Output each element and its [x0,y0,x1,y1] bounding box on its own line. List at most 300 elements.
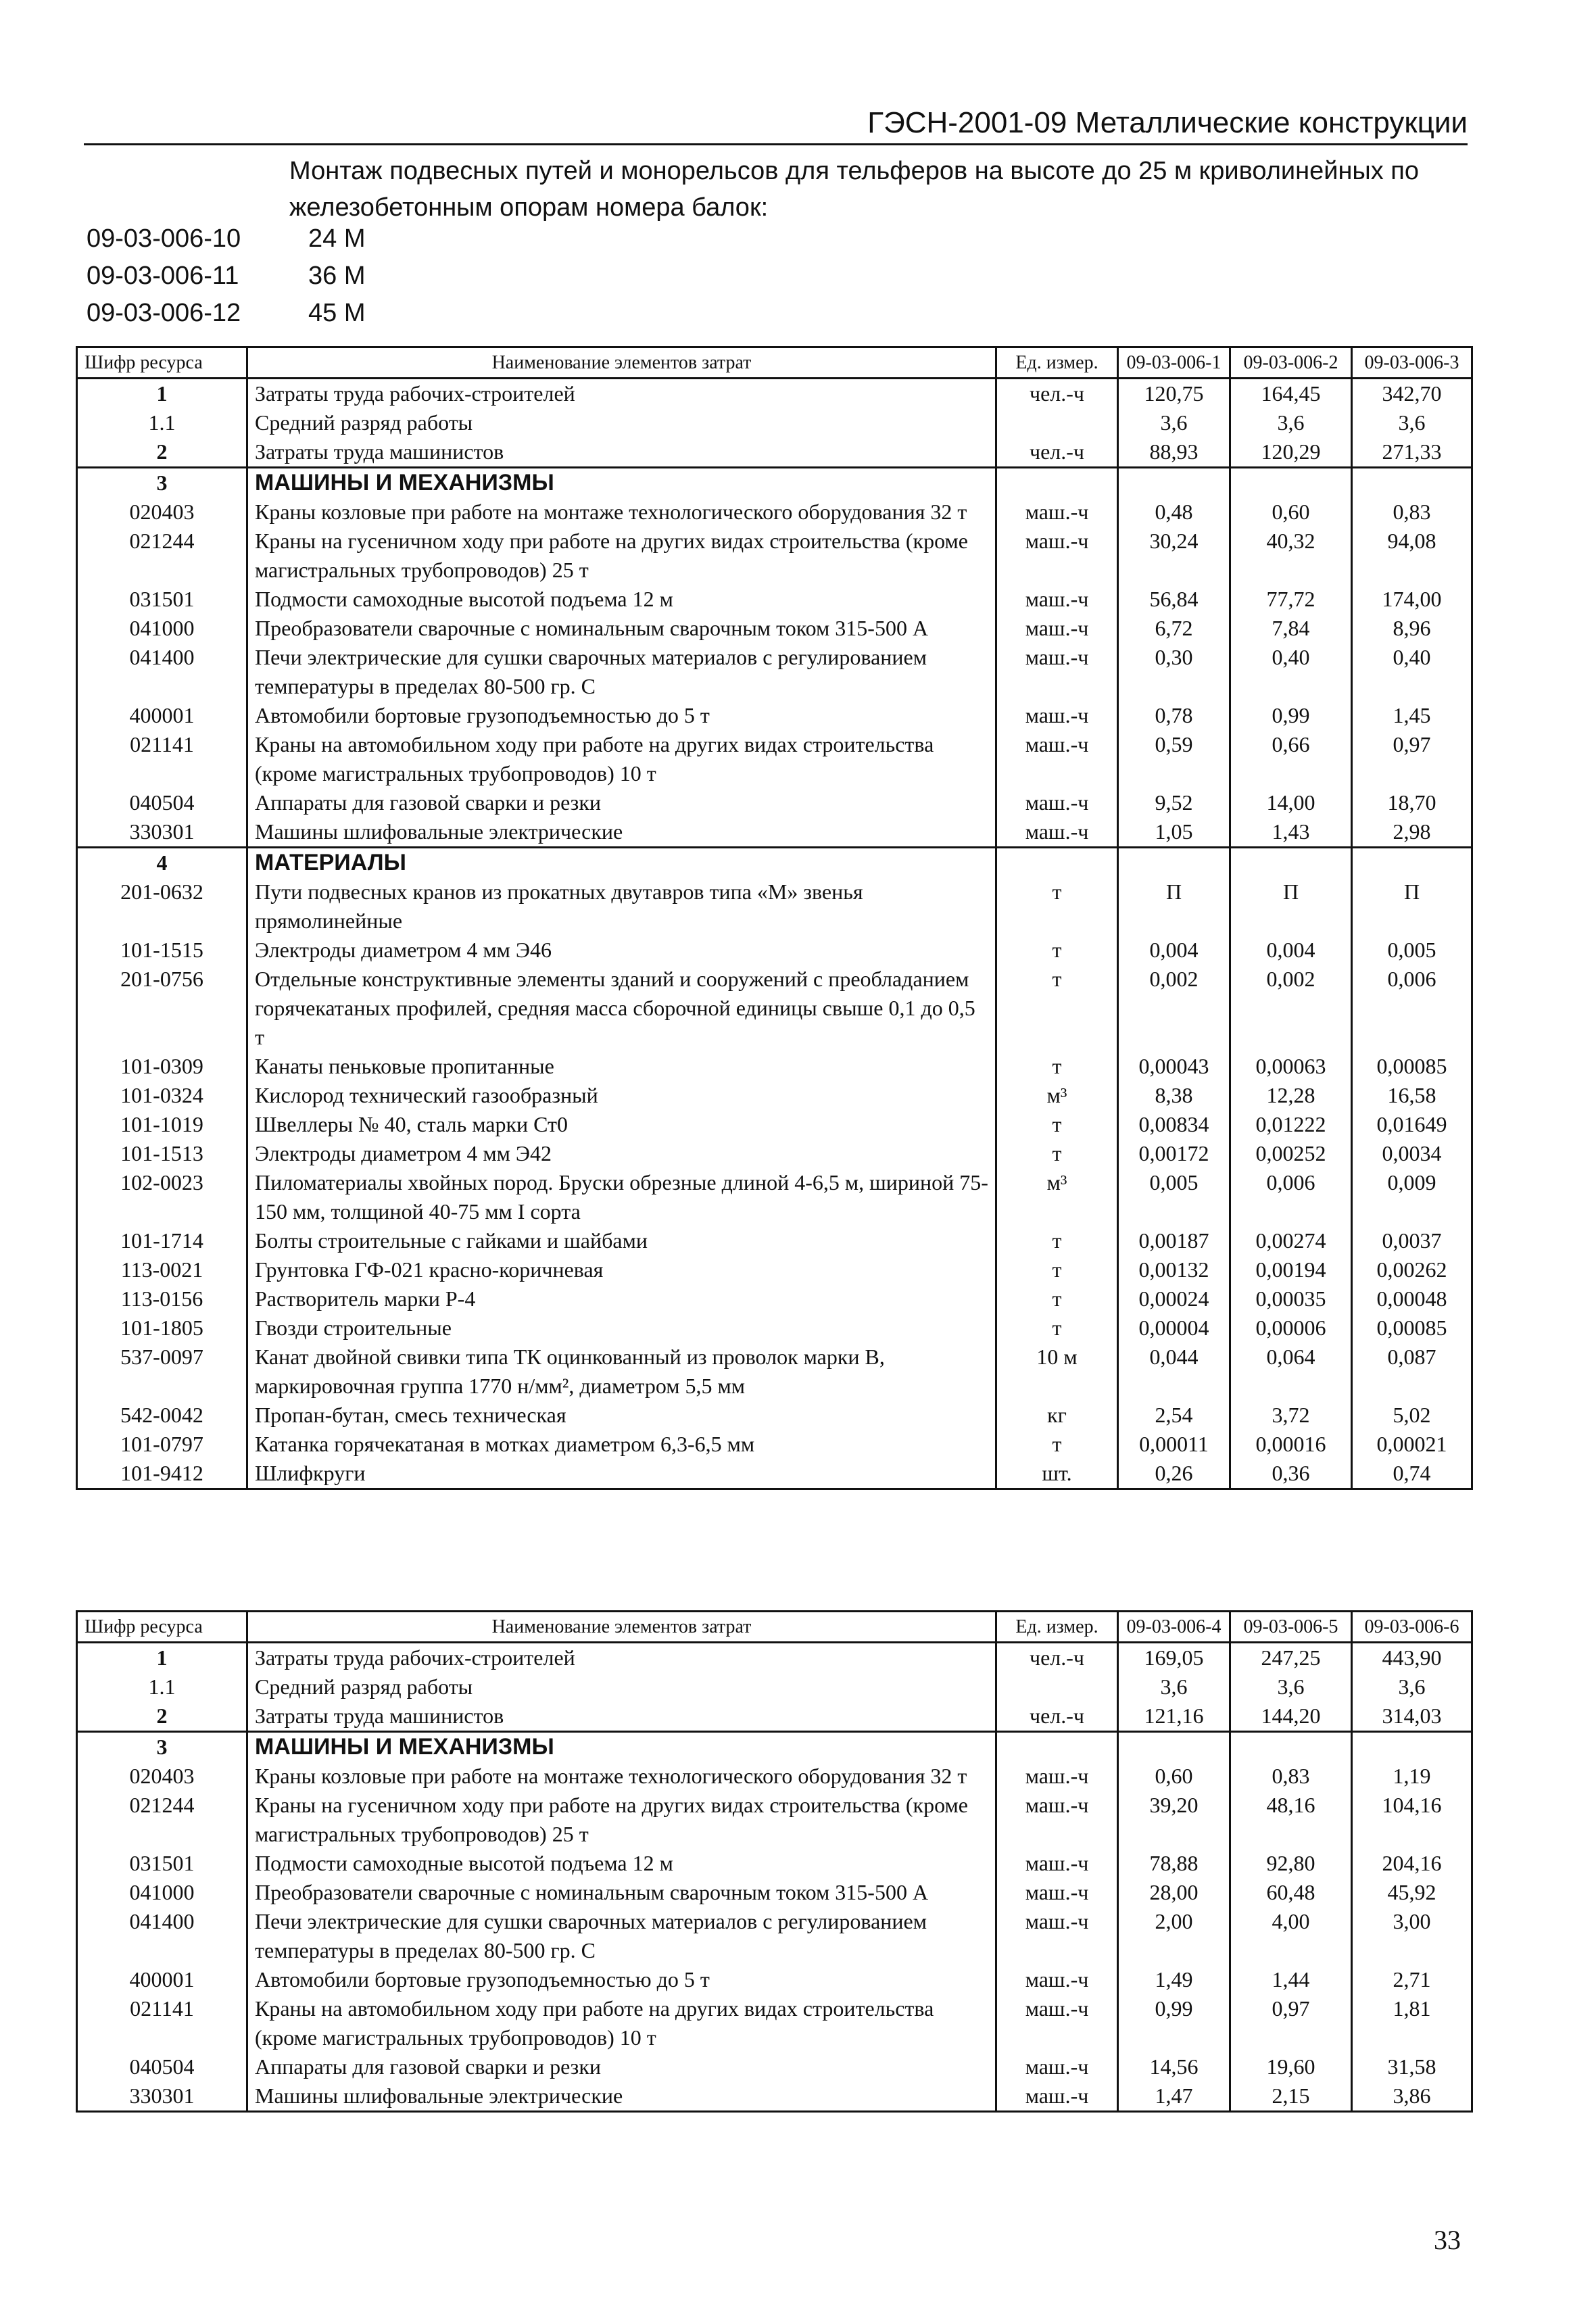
table-row [77,877,1472,936]
resource-code: 1 [77,379,247,409]
cost-element-name: Печи электрические для сушки сварочных материалов с регулированием температуры в пределах 80-500 гр. С [247,643,996,701]
norm-value-2: 48,16 [1230,1791,1352,1849]
norm-value-1: 0,48 [1118,498,1230,527]
header-norm-code-6: 09-03-006-6 [1352,1612,1472,1643]
resource-code: 101-0324 [77,1081,247,1110]
table-row [77,527,1472,585]
unit: маш.-ч [996,614,1118,643]
norm-value-1: 0,00004 [1118,1313,1230,1343]
unit: т [996,1313,1118,1343]
norm-value-3: 0,00085 [1352,1052,1472,1081]
resource-code: 101-9412 [77,1459,247,1489]
table-row [77,437,1472,468]
norm-value-1: 120,75 [1118,379,1230,409]
code-list-item [87,258,365,295]
table-row [77,1878,1472,1907]
unit: маш.-ч [996,730,1118,788]
norm-value-3: 1,81 [1352,1994,1472,2052]
norm-value-3: 0,83 [1352,498,1472,527]
norm-value-2: 92,80 [1230,1849,1352,1878]
unit: т [996,1284,1118,1313]
unit [996,1672,1118,1702]
table-row [77,1907,1472,1965]
resource-code: 400001 [77,701,247,730]
resource-code: 101-1515 [77,936,247,965]
unit: т [996,877,1118,936]
section-heading: МАШИНЫ И МЕХАНИЗМЫ [247,1732,996,1762]
norm-value-3: 2,71 [1352,1965,1472,1994]
cost-element-name: Средний разряд работы [247,408,996,437]
table-row [77,1139,1472,1168]
cost-element-name: Краны козловые при работе на монтаже технологического оборудования 32 т [247,1762,996,1791]
cost-element-name: Подмости самоходные высотой подъема 12 м [247,1849,996,1878]
table-row [77,614,1472,643]
norm-value-2: 247,25 [1230,1643,1352,1673]
resource-code: 1.1 [77,1672,247,1702]
norm-value-2: 0,00274 [1230,1226,1352,1255]
unit: т [996,936,1118,965]
resource-code: 040504 [77,788,247,817]
norm-value-2: 1,44 [1230,1965,1352,1994]
cost-element-name: Швеллеры № 40, сталь марки Ст0 [247,1110,996,1139]
table-row [77,408,1472,437]
cost-element-name: Отдельные конструктивные элементы зданий и сооружений с преобладанием горячекатаных профилей, средняя масса сборочной единицы свыше 0,1 до 0,5 т [247,965,996,1052]
norm-value-3: 3,86 [1352,2081,1472,2112]
cost-element-name: Затраты труда рабочих-строителей [247,1643,996,1673]
norm-value-2: 12,28 [1230,1081,1352,1110]
unit: маш.-ч [996,1878,1118,1907]
table-row [77,1110,1472,1139]
running-title: ГЭСН-2001-09 Металлические конструкции [867,106,1468,139]
unit: чел.-ч [996,379,1118,409]
unit [996,408,1118,437]
code-list-code: 09-03-006-10 [87,224,241,253]
table-row [77,936,1472,965]
code-list-value: 24 М [308,224,366,253]
table-row [77,848,1472,878]
norm-value-2: 0,00252 [1230,1139,1352,1168]
norm-value-2: 0,00006 [1230,1313,1352,1343]
resource-code: 021244 [77,1791,247,1849]
table-row [77,1791,1472,1849]
cost-element-name: Шлифкруги [247,1459,996,1489]
header-cost-element-name: Наименование элементов затрат [247,1612,996,1643]
cost-element-name: Печи электрические для сушки сварочных материалов с регулированием температуры в пределах 80-500 гр. С [247,1907,996,1965]
norm-value-2: 0,66 [1230,730,1352,788]
resource-code: 041400 [77,1907,247,1965]
unit: маш.-ч [996,1994,1118,2052]
cost-element-name: Краны на автомобильном ходу при работе на других видах строительства (кроме магистральных трубопроводов) 10 т [247,730,996,788]
table-row [77,1994,1472,2052]
cost-element-name: Автомобили бортовые грузоподъемностью до 5 т [247,1965,996,1994]
norm-value-1: 0,26 [1118,1459,1230,1489]
unit: м³ [996,1168,1118,1226]
norm-value-3: 45,92 [1352,1878,1472,1907]
table-row [77,468,1472,498]
norm-value-2: 0,01222 [1230,1110,1352,1139]
norm-value-1: 0,78 [1118,701,1230,730]
resource-code: 537-0097 [77,1343,247,1401]
cost-element-name: Затраты труда рабочих-строителей [247,379,996,409]
norm-value-1: 0,002 [1118,965,1230,1052]
norm-value-3: 1,19 [1352,1762,1472,1791]
norm-value-3: 174,00 [1352,585,1472,614]
norm-value-2: 120,29 [1230,437,1352,468]
resource-code: 040504 [77,2052,247,2081]
resource-code: 021244 [77,527,247,585]
norm-value-2 [1230,848,1352,878]
cost-element-name: Пропан-бутан, смесь техническая [247,1401,996,1430]
unit: т [996,965,1118,1052]
norm-value-1: 9,52 [1118,788,1230,817]
table-header-row [77,1612,1472,1643]
norm-value-3: 0,006 [1352,965,1472,1052]
resource-code: 201-0632 [77,877,247,936]
norm-value-1: П [1118,877,1230,936]
table-row [77,1732,1472,1762]
norm-value-1: 2,54 [1118,1401,1230,1430]
table-row [77,585,1472,614]
norm-value-1: 0,004 [1118,936,1230,965]
norm-value-2: 0,99 [1230,701,1352,730]
norm-value-3: 1,45 [1352,701,1472,730]
resource-code: 201-0756 [77,965,247,1052]
unit: чел.-ч [996,437,1118,468]
table-row [77,1702,1472,1732]
table-row [77,1255,1472,1284]
table-row [77,1401,1472,1430]
norm-value-1: 2,00 [1118,1907,1230,1965]
norm-value-3: 0,01649 [1352,1110,1472,1139]
header-norm-code-1: 09-03-006-1 [1118,347,1230,379]
norm-value-3: 5,02 [1352,1401,1472,1430]
code-list-code: 09-03-006-11 [87,262,239,290]
resource-code: 101-1513 [77,1139,247,1168]
norm-value-2: 3,6 [1230,408,1352,437]
norm-value-3: 342,70 [1352,379,1472,409]
unit: чел.-ч [996,1702,1118,1732]
norm-value-2: П [1230,877,1352,936]
header-norm-code-2: 09-03-006-2 [1230,347,1352,379]
norm-value-1 [1118,848,1230,878]
code-list [87,220,365,332]
norm-value-3: П [1352,877,1472,936]
norm-value-3: 314,03 [1352,1702,1472,1732]
norm-value-3: 271,33 [1352,437,1472,468]
norm-value-1: 14,56 [1118,2052,1230,2081]
cost-element-name: Грунтовка ГФ-021 красно-коричневая [247,1255,996,1284]
unit: маш.-ч [996,585,1118,614]
cost-element-name: Подмости самоходные высотой подъема 12 м [247,585,996,614]
table-row [77,643,1472,701]
norm-value-1: 88,93 [1118,437,1230,468]
table-row [77,1052,1472,1081]
norm-value-1: 121,16 [1118,1702,1230,1732]
unit: т [996,1110,1118,1139]
resource-code: 2 [77,1702,247,1732]
code-list-code: 09-03-006-12 [87,299,241,327]
resource-table-2 [76,1610,1473,2113]
table-row [77,1849,1472,1878]
unit: маш.-ч [996,498,1118,527]
norm-value-3: 3,6 [1352,408,1472,437]
norm-value-2: 2,15 [1230,2081,1352,2112]
norm-value-3: 104,16 [1352,1791,1472,1849]
unit: т [996,1226,1118,1255]
cost-element-name: Краны на гусеничном ходу при работе на других видах строительства (кроме магистральных трубопроводов) 25 т [247,1791,996,1849]
unit: т [996,1255,1118,1284]
unit: маш.-ч [996,2081,1118,2112]
norm-value-1: 3,6 [1118,408,1230,437]
norm-value-2: 77,72 [1230,585,1352,614]
norm-value-1: 0,00011 [1118,1430,1230,1459]
norm-value-2: 19,60 [1230,2052,1352,2081]
norm-value-3: 0,0034 [1352,1139,1472,1168]
header-resource-code: Шифр ресурса [77,1612,247,1643]
norm-value-2: 0,97 [1230,1994,1352,2052]
table-row [77,1226,1472,1255]
resource-code: 020403 [77,498,247,527]
norm-value-3: 0,087 [1352,1343,1472,1401]
unit: маш.-ч [996,788,1118,817]
norm-value-2: 0,064 [1230,1343,1352,1401]
norm-value-2: 1,43 [1230,817,1352,848]
cost-element-name: Машины шлифовальные электрические [247,2081,996,2112]
header-norm-code-3: 09-03-006-3 [1352,347,1472,379]
norm-value-1: 78,88 [1118,1849,1230,1878]
cost-element-name: Электроды диаметром 4 мм Э42 [247,1139,996,1168]
norm-value-1: 169,05 [1118,1643,1230,1673]
norm-value-1: 0,00172 [1118,1139,1230,1168]
cost-element-name: Краны на гусеничном ходу при работе на других видах строительства (кроме магистральных трубопроводов) 25 т [247,527,996,585]
resource-code: 101-0309 [77,1052,247,1081]
norm-value-3: 0,00021 [1352,1430,1472,1459]
norm-value-2: 144,20 [1230,1702,1352,1732]
resource-code: 031501 [77,1849,247,1878]
table-row [77,701,1472,730]
norm-value-3: 94,08 [1352,527,1472,585]
resource-code: 113-0021 [77,1255,247,1284]
norm-value-1: 0,00024 [1118,1284,1230,1313]
table-row [77,817,1472,848]
resource-code: 021141 [77,1994,247,2052]
resource-table-1 [76,346,1473,1490]
norm-value-1: 0,00834 [1118,1110,1230,1139]
cost-element-name: Преобразователи сварочные с номинальным сварочным током 315-500 А [247,614,996,643]
resource-code: 3 [77,1732,247,1762]
table-row [77,1081,1472,1110]
norm-value-1: 3,6 [1118,1672,1230,1702]
code-list-value: 36 М [308,262,366,290]
norm-value-1: 28,00 [1118,1878,1230,1907]
table-row [77,788,1472,817]
unit: т [996,1430,1118,1459]
norm-value-3: 0,74 [1352,1459,1472,1489]
cost-element-name: Канаты пеньковые пропитанные [247,1052,996,1081]
cost-element-name: Электроды диаметром 4 мм Э46 [247,936,996,965]
unit: маш.-ч [996,2052,1118,2081]
code-list-value: 45 М [308,299,366,327]
norm-value-1: 0,00043 [1118,1052,1230,1081]
code-list-item [87,220,365,258]
norm-value-2: 0,60 [1230,498,1352,527]
norm-value-2: 0,002 [1230,965,1352,1052]
unit: маш.-ч [996,643,1118,701]
norm-value-3: 16,58 [1352,1081,1472,1110]
cost-element-name: Аппараты для газовой сварки и резки [247,2052,996,2081]
cost-element-name: Кислород технический газообразный [247,1081,996,1110]
norm-value-2: 3,6 [1230,1672,1352,1702]
page-number: 33 [1434,2225,1461,2255]
header-norm-code-4: 09-03-006-4 [1118,1612,1230,1643]
norm-value-3 [1352,848,1472,878]
table-row [77,1459,1472,1489]
resource-code: 020403 [77,1762,247,1791]
resource-code: 101-1714 [77,1226,247,1255]
resource-code: 101-0797 [77,1430,247,1459]
norm-value-3: 0,005 [1352,936,1472,965]
norm-value-2: 40,32 [1230,527,1352,585]
norm-value-1: 1,47 [1118,2081,1230,2112]
norm-value-2: 4,00 [1230,1907,1352,1965]
table-row [77,1762,1472,1791]
norm-value-3: 2,98 [1352,817,1472,848]
norm-value-1 [1118,1732,1230,1762]
unit: маш.-ч [996,701,1118,730]
norm-value-1: 0,99 [1118,1994,1230,2052]
norm-value-2: 0,00063 [1230,1052,1352,1081]
norm-value-3: 204,16 [1352,1849,1472,1878]
table-row [77,1168,1472,1226]
resource-code: 101-1805 [77,1313,247,1343]
cost-element-name: Гвозди строительные [247,1313,996,1343]
table-row [77,2081,1472,2112]
code-list-item [87,295,365,332]
norm-value-1 [1118,468,1230,498]
resource-code: 1.1 [77,408,247,437]
unit: 10 м [996,1343,1118,1401]
unit: маш.-ч [996,817,1118,848]
norm-value-3 [1352,468,1472,498]
table-row [77,1965,1472,1994]
resource-code: 031501 [77,585,247,614]
unit: маш.-ч [996,527,1118,585]
unit: шт. [996,1459,1118,1489]
unit: маш.-ч [996,1791,1118,1849]
unit [996,848,1118,878]
table-row [77,1643,1472,1673]
resource-code: 3 [77,468,247,498]
resource-code: 041400 [77,643,247,701]
norm-value-2: 0,00035 [1230,1284,1352,1313]
norm-value-1: 39,20 [1118,1791,1230,1849]
section-heading: МАШИНЫ И МЕХАНИЗМЫ [247,468,996,498]
norm-value-3: 3,6 [1352,1672,1472,1702]
norm-value-3 [1352,1732,1472,1762]
norm-value-2: 0,00016 [1230,1430,1352,1459]
norm-value-1: 0,00187 [1118,1226,1230,1255]
norm-value-2: 60,48 [1230,1878,1352,1907]
cost-element-name: Затраты труда машинистов [247,437,996,468]
norm-value-2: 14,00 [1230,788,1352,817]
header-rule [84,143,1468,145]
norm-value-3: 443,90 [1352,1643,1472,1673]
section-heading: МАТЕРИАЛЫ [247,848,996,878]
norm-value-2: 164,45 [1230,379,1352,409]
norm-value-3: 0,00048 [1352,1284,1472,1313]
unit: маш.-ч [996,1762,1118,1791]
unit [996,468,1118,498]
cost-element-name: Пиломатериалы хвойных пород. Бруски обрезные длиной 4-6,5 м, шириной 75-150 мм, толщиной 40-75 мм I сорта [247,1168,996,1226]
resource-code: 330301 [77,817,247,848]
resource-code: 2 [77,437,247,468]
norm-value-3: 0,009 [1352,1168,1472,1226]
cost-element-name: Средний разряд работы [247,1672,996,1702]
table-row [77,730,1472,788]
cost-element-name: Преобразователи сварочные с номинальным сварочным током 315-500 А [247,1878,996,1907]
norm-value-2: 0,006 [1230,1168,1352,1226]
unit: т [996,1139,1118,1168]
cost-element-name: Затраты труда машинистов [247,1702,996,1732]
cost-element-name: Краны на автомобильном ходу при работе на других видах строительства (кроме магистральных трубопроводов) 10 т [247,1994,996,2052]
cost-element-name: Краны козловые при работе на монтаже технологического оборудования 32 т [247,498,996,527]
unit: чел.-ч [996,1643,1118,1673]
cost-element-name: Пути подвесных кранов из прокатных двутавров типа «М» звенья прямолинейные [247,877,996,936]
table-row [77,1313,1472,1343]
header-norm-code-5: 09-03-006-5 [1230,1612,1352,1643]
norm-value-3: 18,70 [1352,788,1472,817]
norm-value-3: 0,0037 [1352,1226,1472,1255]
unit: маш.-ч [996,1907,1118,1965]
section-title: Монтаж подвесных путей и монорельсов для тельферов на высоте до 25 м криволинейных по железобетонным опорам номера балок: [289,157,1420,222]
norm-value-1: 8,38 [1118,1081,1230,1110]
cost-element-name: Машины шлифовальные электрические [247,817,996,848]
norm-value-2: 0,00194 [1230,1255,1352,1284]
norm-value-1: 0,044 [1118,1343,1230,1401]
cost-element-name: Автомобили бортовые грузоподъемностью до 5 т [247,701,996,730]
norm-value-2: 0,83 [1230,1762,1352,1791]
norm-value-1: 56,84 [1118,585,1230,614]
table-row [77,379,1472,409]
norm-value-1: 1,49 [1118,1965,1230,1994]
norm-value-1: 0,60 [1118,1762,1230,1791]
unit: маш.-ч [996,1849,1118,1878]
resource-code: 4 [77,848,247,878]
unit: маш.-ч [996,1965,1118,1994]
resource-code: 1 [77,1643,247,1673]
header-unit: Ед. измер. [996,347,1118,379]
cost-element-name: Аппараты для газовой сварки и резки [247,788,996,817]
norm-value-1: 1,05 [1118,817,1230,848]
header-unit: Ед. измер. [996,1612,1118,1643]
norm-value-3: 0,00262 [1352,1255,1472,1284]
norm-value-1: 0,30 [1118,643,1230,701]
resource-code: 542-0042 [77,1401,247,1430]
norm-value-3: 8,96 [1352,614,1472,643]
norm-value-1: 0,00132 [1118,1255,1230,1284]
norm-value-2: 7,84 [1230,614,1352,643]
table-row [77,965,1472,1052]
header-cost-element-name: Наименование элементов затрат [247,347,996,379]
norm-value-3: 31,58 [1352,2052,1472,2081]
cost-element-name: Канат двойной свивки типа ТК оцинкованный из проволок марки В, маркировочная группа 1770 н/мм², диаметром 5,5 мм [247,1343,996,1401]
resource-code: 021141 [77,730,247,788]
table-header-row [77,347,1472,379]
table-row [77,1343,1472,1401]
table-row [77,498,1472,527]
norm-value-1: 0,59 [1118,730,1230,788]
header-resource-code: Шифр ресурса [77,347,247,379]
